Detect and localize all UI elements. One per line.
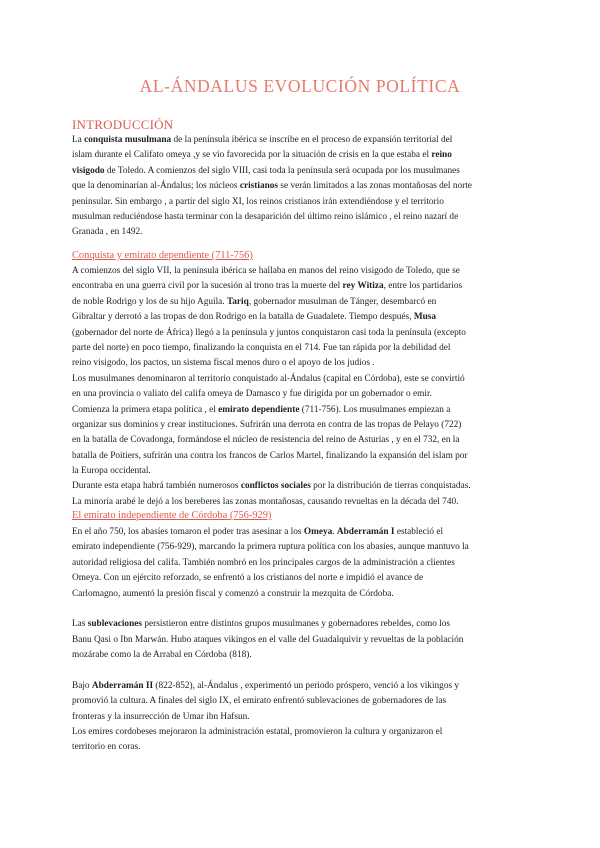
- bold-term: Omeya: [303, 527, 333, 537]
- text-run: de la península ibérica se inscribe en el proceso de expansión territorial del: [171, 135, 453, 145]
- text-run: Comienza la primera etapa política , el: [72, 404, 219, 415]
- text-run: emirato independiente (756-929), marcando la primera ruptura política con los abasíes, aunque mantuvo la: [72, 542, 469, 553]
- text-line: [72, 433, 532, 448]
- text-run: mozárabe como la de Arrabal en Córdoba (818).: [72, 650, 252, 661]
- text-run: .: [332, 527, 337, 537]
- text-line: [72, 710, 532, 725]
- bold-term: conquista musulmana: [84, 135, 172, 145]
- text-line: [72, 679, 532, 694]
- text-line: [72, 418, 532, 433]
- text-run: A comienzos del siglo VII, la península ibérica se hallaba en manos del reino visigodo de Toledo, que se: [72, 266, 460, 276]
- text-line: [72, 571, 532, 586]
- text-run: Durante esta etapa habrá también numerosos: [72, 481, 241, 492]
- text-run: autoridad religiosa del califa. También nombró en los principales cargos de la administración a clientes: [72, 557, 455, 568]
- text-run: Los emires cordobeses mejoraron la administración estatal, promovieron la cultura y organizaron el: [72, 727, 443, 738]
- text-run: Banu Qasi o Ibn Marwán. Hubo ataques vikingos en el valle del Guadalquivir y revueltas de la población: [72, 634, 464, 645]
- text-line: [72, 540, 532, 555]
- text-run: reino visigodo, los pactos, un sistema fiscal menos duro o el apoyo de los judíos .: [72, 358, 375, 369]
- text-line: [72, 341, 532, 356]
- text-run: Bajo: [72, 680, 92, 691]
- text-line: [72, 310, 532, 325]
- conquista-paragraphs: [72, 264, 532, 510]
- text-line: [72, 449, 532, 464]
- bold-term: Tariq: [226, 296, 249, 307]
- text-run: (822-852), al-Ándalus , experimentó un periodo próspero, venció a los vikingos y: [153, 680, 460, 691]
- text-line: [72, 387, 532, 402]
- text-line: [72, 148, 532, 163]
- bold-term: Abderramán II: [91, 680, 154, 691]
- text-line: [72, 164, 532, 179]
- bold-term: visigodo: [72, 165, 105, 176]
- text-line: [72, 295, 532, 310]
- text-run: encontraba en una guerra civil por la sucesión al trono tras la muerte del: [72, 281, 343, 292]
- text-run: , gobernador musulman de Tánger, desembarcó en: [248, 296, 437, 307]
- bold-term: cristianos: [239, 181, 279, 192]
- text-run: persistieron entre distintos grupos musulmanes y gobernadores rebeldes, como los: [142, 619, 451, 630]
- text-run: (711-756). Los musulmanes empiezan a: [299, 404, 451, 415]
- text-run: islam durante el Califato omeya ,y se vio favorecida por la situación de crisis en la que estaba el: [72, 150, 432, 161]
- text-line: [72, 525, 532, 540]
- text-run: por la distribución de tierras conquistadas.: [310, 481, 471, 492]
- text-run: en una provincia o valiato del califa omeya de Damasco y fue dirigida por un gobernador o emir.: [72, 389, 432, 400]
- text-line: [72, 264, 532, 279]
- text-line: [72, 633, 532, 648]
- text-line: [72, 372, 532, 387]
- text-run: batalla de Poitiers, sufrirán una contra los francos de Carlos Martel, finalizando la expansión del islam por: [72, 450, 468, 461]
- text-line: [72, 326, 532, 341]
- bold-term: conflictos sociales: [240, 481, 311, 492]
- text-run: En el año 750, los abasíes tomaron el poder tras asesinar a los: [72, 527, 304, 537]
- text-run: se verán limitados a las zonas montañosas del norte: [278, 181, 472, 192]
- text-run: organizar sus dominios y crear instituciones. Sufrirán una derrota en contra de las tropas de Pelayo (722): [72, 419, 462, 430]
- text-run: de noble Rodrigo y los de su hijo Aguila.: [72, 296, 227, 307]
- text-run: peninsular. Sin embargo , a partir del siglo XI, los reinos cristianos irán extendiéndose y el territorio: [72, 196, 444, 207]
- text-line: [72, 725, 532, 740]
- text-line: [72, 617, 532, 632]
- text-line: [72, 556, 532, 571]
- text-run: , entre los partidarios: [383, 281, 463, 292]
- bold-term: sublevaciones: [87, 619, 142, 630]
- text-line: [72, 225, 532, 240]
- text-run: La: [72, 135, 85, 145]
- bold-term: Musa: [413, 312, 437, 323]
- text-run: la Europa occidental.: [72, 466, 151, 477]
- text-line: [72, 195, 532, 210]
- text-run: Gibraltar y derrotó a las tropas de don Rodrigo en la batalla de Guadalete. Tiempo después,: [72, 312, 414, 323]
- text-run: musulman reduciéndose hasta terminar con la desaparición del último reino islámico , el reino nazarí de: [72, 211, 459, 222]
- text-line: [72, 694, 532, 709]
- text-run: parte del norte) en poco tiempo, finalizando la conquista en el 714. Fue tan rápida por la debilidad del: [72, 342, 451, 353]
- text-run: que la denominarían al-Ándalus; los núcleos: [72, 181, 240, 192]
- text-run: Granada , en 1492.: [72, 227, 143, 238]
- text-line: [72, 356, 532, 371]
- text-run: Omeya. Con un ejército reforzado, se enfrentó a los cristianos del norte e impidió el avance de: [72, 573, 424, 584]
- text-line: [72, 495, 532, 510]
- paragraph-gap: [72, 602, 532, 617]
- text-run: (gobernador del norte de África) llegó a la península y juntos conquistaron casi toda la península (excepto: [72, 327, 466, 338]
- text-line: [72, 648, 532, 663]
- text-line: [72, 464, 532, 479]
- text-line: [72, 179, 532, 194]
- section-heading-conquista: Conquista y emirato dependiente (711-756): [72, 250, 253, 261]
- intro-paragraph: [72, 133, 532, 241]
- text-line: [72, 479, 532, 494]
- text-run: Las: [72, 619, 88, 630]
- emirato-paragraphs: [72, 525, 532, 756]
- text-run: Carlomagno, aumentó la presión fiscal y comenzó a construir la mezquita de Córdoba.: [72, 588, 394, 599]
- bold-term: Abderramán I: [336, 527, 395, 537]
- text-run: de Toledo. A comienzos del siglo VIII, casi toda la península será ocupada por los musulmanes: [104, 165, 460, 176]
- text-line: [72, 740, 532, 755]
- bold-term: emirato dependiente: [218, 404, 300, 415]
- text-run: en la batalla de Covadonga, formándose el núcleo de resistencia del reino de Asturias , y en el 732, en la: [72, 435, 460, 446]
- text-run: estableció el: [394, 527, 444, 537]
- bold-term: rey Witiza: [342, 281, 384, 292]
- text-run: fronteras y la insurrección de Umar ibn Hafsun.: [72, 711, 250, 722]
- text-line: [72, 279, 532, 294]
- text-line: [72, 587, 532, 602]
- text-run: Los musulmanes denominaron al territorio conquistado al-Ándalus (capital en Córdoba), este se convirtió: [72, 373, 465, 384]
- section-heading-introduccion: INTRODUCCIÓN: [72, 117, 174, 132]
- bold-term: reino: [431, 150, 452, 161]
- text-run: promovió la cultura. A finales del siglo IX, el emirato enfrentó sublevaciones de gobernadores de las: [72, 696, 447, 707]
- section-heading-emirato-independiente: El emirato independiente de Córdoba (756-929): [72, 510, 272, 521]
- text-line: [72, 133, 532, 148]
- text-line: [72, 210, 532, 225]
- text-run: territorio en coras.: [72, 742, 141, 753]
- text-run: La minoría arabé le dejó a los bereberes las zonas montañosas, causando revueltas en la década del 740.: [72, 496, 459, 507]
- paragraph-gap: [72, 664, 532, 679]
- document-title: AL-ÁNDALUS EVOLUCIÓN POLÍTICA: [139, 76, 461, 96]
- text-line: [72, 403, 532, 418]
